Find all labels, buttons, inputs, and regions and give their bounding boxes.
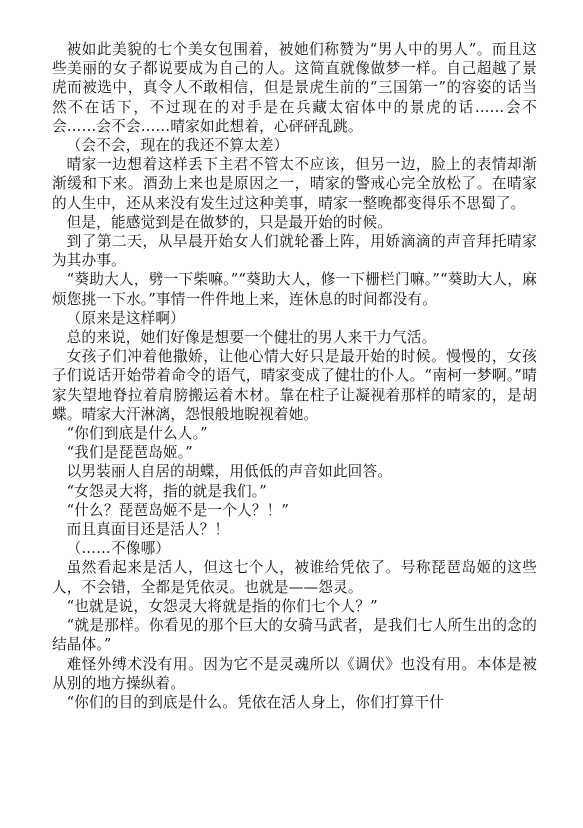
paragraph: 而且真面目还是活人？！: [66, 521, 230, 539]
paragraph: 但是，能感觉到是在做梦的，只是最开始的时候。: [66, 213, 393, 231]
paragraph: （原来是这样啊）: [66, 309, 185, 327]
paragraph: 被如此美貌的七个美女包围着，被她们称赞为“男人中的男人”。而且这些美丽的女子都说要成为自己的人。这简直就像做梦一样。自己超越了景虎而被选中，真令人不敢相信，但是景虎生前的“三国第一”的容姿的话当然不在话下，不过现在的对手是在兵藏太宿体中的景虎的话……会不会……会不会……晴家如此想着，心砰砰乱跳。: [52, 41, 537, 135]
paragraph: 总的来说，她们好像是想要一个健壮的男人来干力气活。: [66, 329, 437, 347]
paragraph: 以男装丽人自居的胡蝶，用低低的声音如此回答。: [66, 463, 393, 481]
paragraph: “就是那样。你看见的那个巨大的女骑马武者，是我们七人所生出的念的结晶体。”: [52, 617, 537, 654]
paragraph: “你们到底是什么人。”: [66, 425, 208, 443]
paragraph: 女孩子们冲着他撒娇，让他心情大好只是最开始的时候。慢慢的，女孩子们说话开始带着命令的语气，晴家变成了健壮的仆人。“南柯一梦啊。”晴家失望地脊拉着肩膀搬运着木材。靠在柱子让凝视着那样的晴家的，是胡蝶。晴家大汗淋漓，怨恨般地睨视着她。: [52, 348, 537, 423]
paragraph: “你们的目的到底是什么。凭依在活人身上，你们打算干什: [66, 693, 445, 711]
paragraph: “女怨灵大将，指的就是我们。”: [66, 482, 267, 500]
paragraph: 晴家一边想着这样丢下主君不管太不应该，但另一边，脸上的表情却渐渐缓和下来。酒劲上来也是原因之一，晴家的警戒心完全放松了。在晴家的人生中，还从来没有发生过这种美事，晴家一整晚都变得乐不思蜀了。: [52, 156, 537, 212]
paragraph: 到了第二天，从早晨开始女人们就轮番上阵，用娇滴滴的声音拜托晴家为其办事。: [52, 233, 537, 270]
paragraph: “也就是说，女怨灵大将就是指的你们七个人？”: [66, 597, 378, 615]
paragraph: “什么？琵琶岛姬不是一个人？！”: [66, 501, 290, 519]
paragraph: 难怪外缚术没有用。因为它不是灵魂所以《调伏》也没有用。本体是被从别的地方操纵着。: [52, 655, 537, 692]
paragraph: “葵助大人，劈一下柴嘛。”“葵助大人，修一下栅栏门嘛。”“葵助大人，麻烦您挑一下水。”事情一件件地上来，连休息的时间都没有。: [52, 271, 537, 308]
paragraph: 虽然看起来是活人，但这七个人，被谁给凭依了。号称琵琶岛姬的这些人，不会错，全都是凭依灵。也就是——怨灵。: [52, 559, 537, 596]
paragraph: （会不会，现在的我还不算太差）: [66, 137, 289, 155]
paragraph: （……不像哪）: [66, 540, 171, 558]
paragraph: “我们是琵琶岛姬。”: [66, 444, 193, 462]
